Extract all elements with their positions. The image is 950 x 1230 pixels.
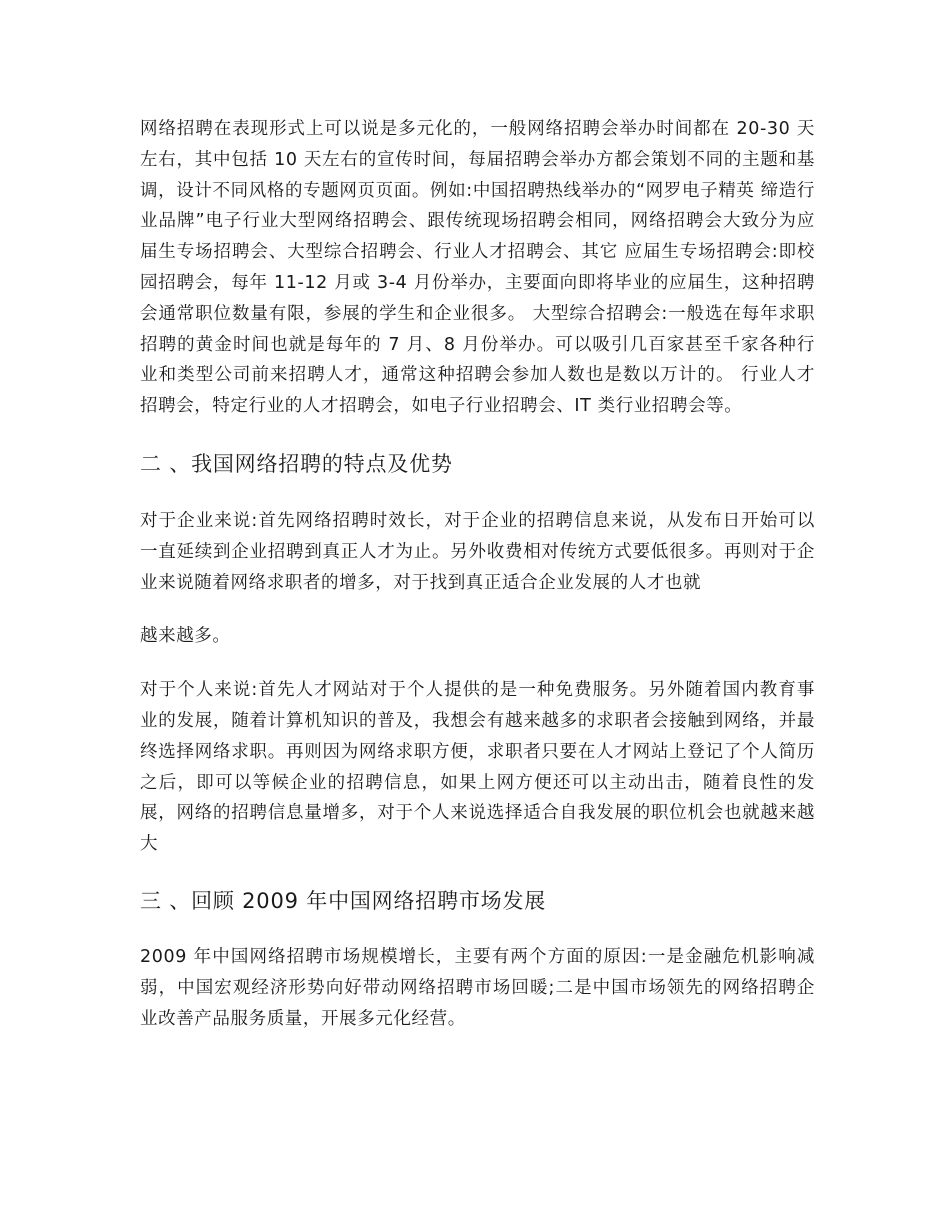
enterprise-paragraph-continued: 越来越多。: [140, 626, 231, 647]
section-heading-3: 三 、回顾 2009 年中国网络招聘市场发展: [140, 888, 547, 913]
intro-paragraph: 网络招聘在表现形式上可以说是多元化的，一般网络招聘会举办时间都在 20-30 天左右，其中包括 10 天左右的宣传时间，每届招聘会举办方都会策划不同的主题和基调，设计不同风格的专题网页页面。例如:中国招聘热线举办的“网罗电子精英 缔造行业品牌”电子行业大型网络招聘会、跟传统现场招聘会相同，网络招聘会大致分为应届生专场招聘会、大型综合招聘会、行业人才招聘会、其它 应届生专场招聘会:即校园招聘会，每年 11-12 月或 3-4 月份举办，主要面向即将毕业的应届生，这种招聘会通常职位数量有限，参展的学生和企业很多。 大型综合招聘会:一般选在每年求职招聘的黄金时间也就是每年的 7 月、8 月份举办。可以吸引几百家甚至千家各种行业和类型公司前来招聘人才，通常这种招聘会参加人数也是数以万计的。 行业人才招聘会，特定行业的人才招聘会，如电子行业招聘会、IT 类行业招聘会等。: [140, 119, 815, 417]
individual-paragraph: 对于个人来说:首先人才网站对于个人提供的是一种免费服务。另外随着国内教育事业的发展，随着计算机知识的普及，我想会有越来越多的求职者会接触到网络，并最终选择网络求职。再则因为网络求职方便，求职者只要在人才网站上登记了个人简历之后，即可以等候企业的招聘信息，如果上网方便还可以主动出击，随着良性的发展，网络的招聘信息量增多，对于个人来说选择适合自我发展的职位机会也就越来越大: [140, 680, 815, 855]
market-paragraph: 2009 年中国网络招聘市场规模增长，主要有两个方面的原因:一是金融危机影响减弱，中国宏观经济形势向好带动网络招聘市场回暖;二是中国市场领先的网络招聘企业改善产品服务质量，开展多元化经营。: [140, 946, 815, 1029]
enterprise-paragraph: 对于企业来说:首先网络招聘时效长，对于企业的招聘信息来说，从发布日开始可以一直延续到企业招聘到真正人才为止。另外收费相对传统方式要低很多。再则对于企业来说随着网络求职者的增多，对于找到真正适合企业发展的人才也就: [140, 510, 815, 593]
document-page: [140, 112, 815, 1034]
section-heading-2: 二 、我国网络招聘的特点及优势: [140, 451, 453, 476]
